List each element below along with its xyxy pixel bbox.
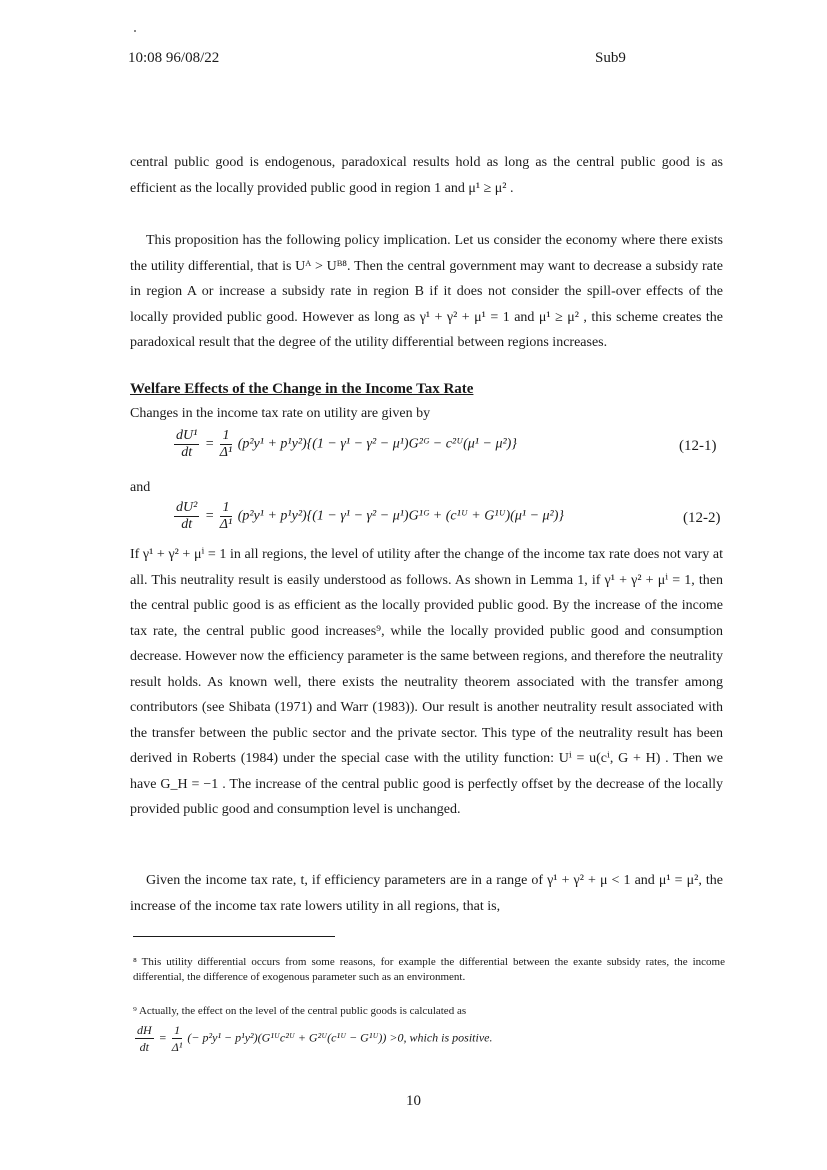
eq2-coef [220, 500, 232, 533]
equation-12-1: $\frac{\text{dU¹}}{dt}$ = $\frac{1}{\text{Δ¹}}$ (p²y¹ + p¹y²){(1 − γ¹ − γ² − μ¹)G²ᴳ − c²ᵁ(μ¹ − μ²)} [176, 428, 517, 460]
fn9-coef-den: Δ¹ [171, 1040, 183, 1054]
equation-12-2: $\frac{\text{dU²}}{dt}$ = $\frac{1}{\text{Δ¹}}$ (p²y¹ + p¹y²){(1 − γ¹ − γ² − μ¹)G¹ᴳ + (c¹ᵁ + G¹ᵁ)(μ¹ − μ²)} [176, 500, 565, 532]
paragraph-4 [130, 868, 723, 919]
eq2-body: (p²y¹ + p¹y²){(1 − γ¹ − γ² − μ¹)G¹ᴳ + (c¹ᵁ + G¹ᵁ)(μ¹ − μ²)} [237, 508, 565, 524]
fn9-coef [172, 1022, 183, 1055]
fn9-coef-num: 1 [172, 1022, 183, 1039]
eq2-coef-den: Δ¹ [219, 517, 233, 532]
paragraph-2-text: This proposition has the following policy implication. Let us consider the economy where there exists the utility differential, that is Uᴬ > Uᴮ⁸. Then the central government may want to decrease a subsidy rate in region A or increase a subsidy rate in region B if it does not consider the spill-over effects of the locally provided public good. However as long as γ¹ + γ² + μ¹ = 1 and μ¹ ≥ μ² , this scheme creates the paradoxical result that the degree of the utility differential between regions increases. [130, 233, 723, 350]
paragraph-3-text: If γ¹ + γ² + μⁱ = 1 in all regions, the level of utility after the change of the income tax rate does not vary at all. This neutrality result is easily understood as follows. As shown in Lemma 1, if γ¹ + γ² + μⁱ = 1, then the central public good is as efficient as the locally provided public good. By the increase of the income tax rate, the central public good increases⁹, while the locally provided public good and consumption decrease. However now the efficiency parameter is the same between regions, and therefore the neutrality result holds. As known well, there exists the neutrality theorem associated with the transfer among contributors (see Shibata (1971) and Warr (1983)). Our result is another neutrality result associated with the transfer between the public sector and the private sector. This type of the neutrality result has been derived in Roberts (1984) under the special case with the utility function: Uⁱ = u(cⁱ, G + H) . Then we have G_H = −1 . The increase of the central public good is perfectly offset by the decrease of the locally provided public good and consumption level is unchanged. [130, 547, 723, 817]
footnote-9-text: ⁹ Actually, the effect on the level of the central public goods is calculated as [133, 1005, 467, 1017]
paragraph-3 [130, 542, 723, 823]
eq1-coef-den: Δ¹ [219, 445, 233, 460]
section-heading: Welfare Effects of the Change in the Income Tax Rate [130, 381, 474, 397]
header-timestamp: 10:08 96/08/22 [128, 50, 220, 66]
eq2-coef-num: 1 [220, 500, 232, 517]
footnote-divider [133, 936, 335, 937]
eq1-lhs-den: dt [181, 445, 193, 460]
fn9-lhs [135, 1022, 154, 1055]
fn9-lhs-den: dt [139, 1040, 149, 1054]
paragraph-2 [130, 228, 723, 356]
eq1-number: (12-1) [679, 438, 717, 454]
paragraph-1 [130, 150, 723, 201]
eq1-body: (p²y¹ + p¹y²){(1 − γ¹ − γ² − μ¹)G²ᴳ − c²ᵁ(μ¹ − μ²)} [237, 436, 517, 452]
fn9-body: (− p²y¹ − p¹y²)(G¹ᵁc²ᵁ + G²ᵁ(c¹ᵁ − G¹ᵁ)) >0, which is positive. [187, 1030, 493, 1045]
header-label: Sub9 [595, 50, 626, 66]
page-number: 10 [406, 1093, 421, 1109]
equation-intro: Changes in the income tax rate on utility are given by [130, 406, 431, 421]
eq2-lhs-num: dU² [176, 500, 198, 515]
eq2-lhs-den: dt [181, 517, 193, 532]
scan-speck [134, 30, 136, 32]
paragraph-4-text: Given the income tax rate, t, if efficiency parameters are in a range of γ¹ + γ² + μ < 1 and μ¹ = μ², the increase of the income tax rate lowers utility in all regions, that is, [130, 873, 723, 914]
eq2-lhs [174, 500, 199, 533]
and-text: and [130, 480, 151, 495]
eq1-coef [220, 428, 232, 461]
footnote-8: ⁸ This utility differential occurs from some reasons, for example the differential between the exante subsidy rates, the income differential, the difference of exogenous parameter such as an environment. [133, 956, 725, 983]
paragraph-1-text: central public good is endogenous, paradoxical results hold as long as the central public good is as efficient as the locally provided public good in region 1 and μ¹ ≥ μ² . [130, 155, 723, 196]
eq1-coef-num: 1 [220, 428, 232, 445]
eq2-number: (12-2) [683, 510, 721, 526]
eq1-lhs [174, 428, 199, 461]
eq1-lhs-num: dU¹ [176, 428, 198, 443]
fn9-lhs-num: dH [137, 1023, 152, 1037]
footnote-9-equation: $\frac{dH}{dt}$ = $\frac{1}{\text{Δ¹}}$ (− p²y¹ − p¹y²)(G¹ᵁc²ᵁ + G²ᵁ(c¹ᵁ − G¹ᵁ)) >0, which is positive. [137, 1023, 493, 1054]
